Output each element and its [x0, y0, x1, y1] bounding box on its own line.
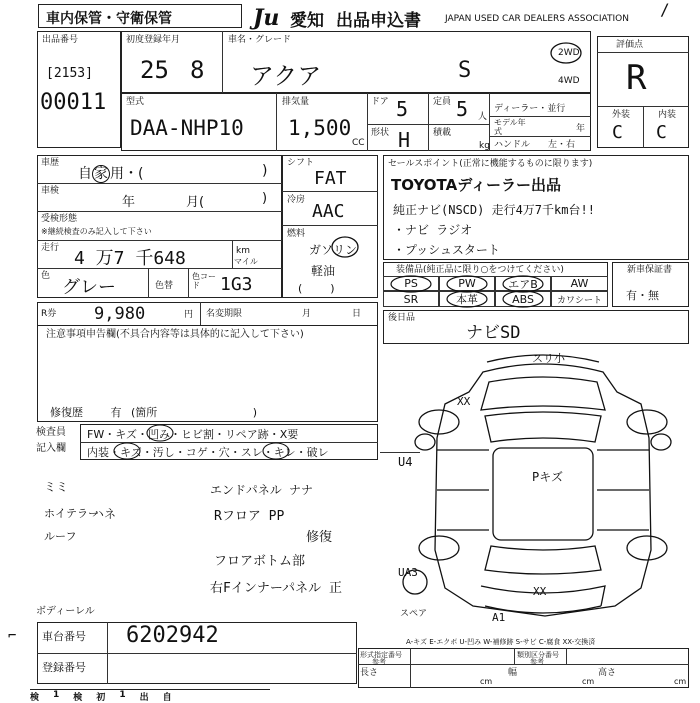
mileage-label: 走行: [41, 243, 60, 253]
insp-note-7: 修復: [306, 530, 333, 545]
repair-value: 有: [110, 406, 122, 419]
capacity-value: 5: [456, 97, 469, 121]
footer-strip: [30, 689, 270, 703]
fuel-label: 燃料: [287, 229, 306, 239]
insp-note-3: ホイテラー: [44, 507, 99, 520]
capacity-unit: 人: [478, 112, 488, 122]
reg-year: 25: [140, 56, 169, 84]
spec-l2: 類別区分番号: [517, 651, 559, 659]
handle-label: ハンドル: [494, 140, 531, 150]
displacement-value: 1,500: [288, 116, 352, 140]
inspection-year: 年: [122, 195, 136, 210]
spec-width: 幅: [508, 668, 518, 678]
notes-label: 注意事項申告欄(不具合内容等は具体的に記入して下さい): [46, 329, 304, 340]
equip-pw: PW: [439, 276, 495, 291]
footer-item: 初: [96, 693, 106, 703]
reg-month: 8: [190, 56, 205, 84]
equip-sr: SR: [383, 291, 439, 307]
load-label: 積載: [433, 128, 452, 138]
sales-label: セールスポイント(正常に機能するものに限ります): [388, 159, 593, 169]
history-use: 用・(: [110, 166, 144, 182]
equip-ps: PS: [383, 276, 439, 291]
int-label: 内装: [658, 110, 677, 120]
diagram-top: スリ小: [532, 352, 565, 365]
listing-label: 出品番号: [42, 35, 79, 45]
color-label: 色: [41, 271, 51, 281]
history-value: [78, 163, 143, 183]
repair-label: 修復歴: [50, 406, 83, 419]
inspector-circle-marks-icon: [110, 424, 310, 462]
form-title: 出品申込書: [336, 11, 421, 31]
name-change-label: 名変期限: [206, 309, 243, 319]
fuel-gasoline: ガソリン: [309, 243, 358, 257]
corner-mark: /: [660, 0, 670, 19]
ac-value: AAC: [312, 201, 345, 222]
diagram-spare: スペア: [400, 609, 428, 619]
sales-line-2: 純正ナビ(NSCD) 走行4万7千km台!!: [393, 203, 595, 217]
lot-bracket: [2153]: [46, 66, 93, 81]
dealer-label: ディーラー・並行: [494, 104, 566, 114]
repair-close: ): [252, 406, 258, 419]
diagram-bottom: A1: [492, 611, 506, 624]
year-unit: 年: [576, 124, 586, 134]
sales-line-1: TOYOTAディーラー出品: [391, 176, 562, 194]
tab-in-car: 車内保管: [46, 11, 102, 27]
equip-leather: 本革: [439, 291, 495, 307]
spec-length-cm: cm: [480, 677, 493, 686]
car-name: アクア: [250, 62, 322, 90]
footer-item: 検: [73, 693, 83, 703]
shape-value: H: [398, 128, 411, 152]
inspector-row-2: 内装・キズ・汚し・コゲ・穴・スレ・キレ・破レ: [87, 446, 329, 459]
insp-note-4: ハネ: [92, 507, 117, 521]
displacement-label: 排気量: [282, 97, 310, 107]
org-en: JAPAN USED CAR DEALERS ASSOCIATION: [445, 14, 629, 24]
equip-airbag: エアB: [495, 276, 551, 291]
repair-place: (箇所: [131, 406, 158, 419]
reg-number-label: 登録番号: [42, 661, 86, 674]
equip-abs: ABS: [495, 291, 551, 307]
footer-item: 1: [53, 690, 60, 700]
sales-line-3: ・ナビ ラジオ: [393, 223, 473, 237]
tab-sep: ・: [102, 11, 116, 27]
equip-circle-marks-icon: [383, 273, 608, 309]
name-change-month: 月: [302, 309, 312, 319]
footer-item: 1: [119, 690, 126, 700]
color-code: 1G3: [220, 274, 253, 295]
reg-label: 初度登録年月: [126, 35, 181, 45]
spec-l3: 参考: [372, 658, 386, 666]
history-close: ): [262, 163, 268, 179]
insp-note-10: ボディーレル: [36, 606, 95, 617]
cc-unit: CC: [352, 138, 365, 148]
history-home: 家: [94, 166, 108, 182]
rating-label: 評価点: [616, 40, 644, 50]
history-self: 自: [78, 166, 92, 182]
ext-value: C: [612, 122, 623, 143]
door-value: 5: [396, 97, 409, 121]
warranty-no: 無: [648, 289, 659, 302]
warranty-options: [626, 287, 659, 303]
fuel-paren: ( ): [298, 282, 335, 295]
contract-label: 受検形態: [41, 214, 78, 224]
recycle-yen: 円: [184, 310, 194, 320]
car-grade: S: [458, 58, 472, 83]
color-change-label: 色替: [155, 281, 174, 291]
diagram-left-upper: XX: [457, 395, 471, 408]
inspector-row-1: FW・キズ・凹み・ヒビ割・リペア跡・X要: [87, 428, 299, 441]
diagram-center: Pキズ: [532, 470, 563, 484]
rating-score: R: [626, 58, 647, 98]
ext-label: 外装: [612, 110, 631, 120]
spec-length: 長さ: [360, 668, 379, 678]
legend: A-キズ E-エクボ U-凹み W-補修跡 S-サビ C-腐食 XX-交換済: [406, 638, 596, 646]
sales-line-4: ・プッシュスタート: [393, 243, 500, 257]
inspection-month: 月(: [186, 195, 205, 210]
handle-options: 左・右: [548, 140, 576, 150]
km-unit: km: [236, 246, 250, 256]
insp-note-5: ルーフ: [44, 530, 77, 543]
diagram-left-mid: U4: [398, 455, 413, 469]
recycle-label: R券: [41, 309, 57, 319]
accessories-value: ナビSD: [466, 323, 521, 343]
equip-aw: AW: [551, 276, 608, 291]
spec-l4: 参考: [530, 658, 544, 666]
org-name: 愛知: [290, 11, 324, 31]
tab-guard: 守衛保管: [116, 11, 172, 27]
accessories-label: 後日品: [388, 313, 416, 323]
equip-seat: カワシート: [551, 291, 608, 307]
accessories-box: [383, 310, 689, 344]
diagram-left-lower: UA3: [398, 566, 418, 579]
inspector-label-2: 記入欄: [36, 443, 66, 454]
footer-item: 出: [139, 693, 149, 703]
warranty-label: 新車保証書: [627, 265, 673, 275]
ju-logo: Ju: [253, 5, 280, 31]
gasoline-circle-icon: [330, 235, 360, 259]
inspection-label: 車検: [41, 186, 60, 196]
mile-unit: マイル: [234, 257, 258, 266]
shape-label: 形状: [371, 128, 390, 138]
warranty-yes: 有: [626, 289, 637, 302]
fuel-diesel: 軽油: [311, 264, 336, 278]
spec-height: 高さ: [598, 668, 617, 678]
recycle-value: 9,980: [94, 304, 146, 324]
insp-note-6: Rフロア PP: [214, 509, 285, 524]
warranty-sep: ・: [637, 289, 648, 302]
kg-unit: kg: [479, 141, 490, 151]
shift-label: シフト: [287, 158, 315, 168]
repair-row: [50, 404, 257, 420]
listing-number: 00011: [40, 90, 107, 115]
color-value: グレー: [62, 277, 116, 298]
insp-note-2: エンドパネル ナナ: [210, 483, 313, 497]
color-code-label: 色コード: [192, 272, 216, 290]
name-change-day: 日: [352, 309, 362, 319]
storage-tab-label: [46, 8, 172, 28]
spec-width-cm: cm: [582, 677, 595, 686]
history-label: 車歴: [41, 158, 60, 168]
model-value: DAA-NHP10: [130, 116, 244, 140]
shift-value: FAT: [314, 168, 347, 189]
chassis-value: 6202942: [126, 623, 219, 648]
spec-height-cm: cm: [674, 677, 687, 686]
insp-note-8: フロアボトム部: [214, 554, 306, 569]
inspector-label-1: 検査員: [36, 427, 66, 438]
chassis-label: 車台番号: [42, 630, 86, 643]
footer-item: 自: [162, 693, 172, 703]
drive-4wd: 4WD: [558, 76, 580, 86]
spec-l1: 形式指定番号: [360, 651, 402, 659]
door-label: ドア: [371, 97, 389, 107]
mileage-value: 4 万7 千648: [74, 248, 186, 269]
capacity-label: 定員: [433, 97, 452, 107]
contract-note: ※継続検査のみ記入して下さい: [41, 227, 152, 236]
diagram-lower-mid: XX: [533, 585, 547, 598]
model-year-label: モデル年式: [494, 118, 526, 136]
equipment-label: 装備品(純正品に限り○をつけてください): [396, 265, 564, 275]
ac-label: 冷房: [287, 195, 306, 205]
inspection-close: ): [262, 191, 268, 206]
insp-note-9: 右Fインナーパネル 正: [210, 581, 343, 596]
car-name-label: 車名・グレード: [228, 35, 292, 45]
insp-note-1: ミミ: [44, 480, 69, 494]
model-label: 型式: [126, 97, 145, 107]
footer-item: 検: [30, 693, 40, 703]
int-value: C: [656, 122, 667, 143]
drive-2wd: 2WD: [558, 48, 580, 58]
pen-mark: ⌐: [8, 628, 17, 644]
